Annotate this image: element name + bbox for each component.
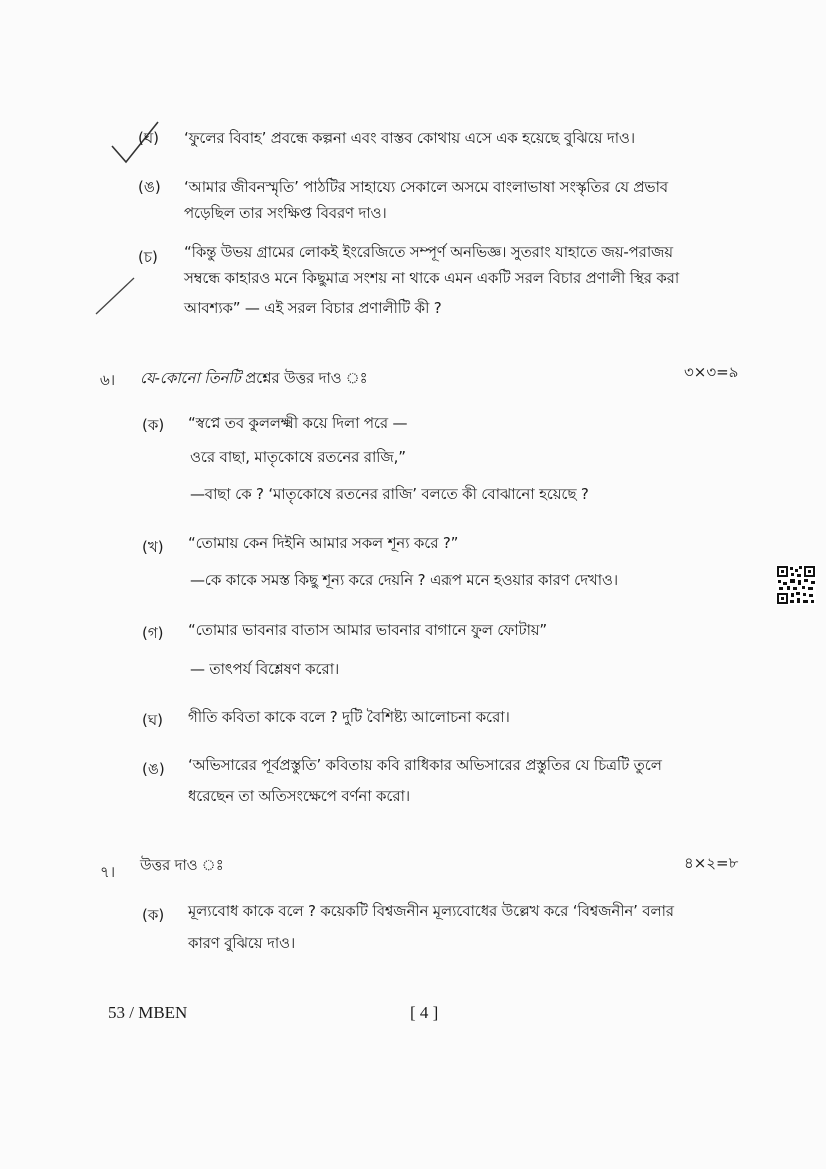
q6-instruction	[140, 368, 367, 388]
q6-uma-label: (ঙ)	[142, 760, 165, 778]
q5-uma-line1: ‘আমার জীবনস্মৃতি’ পাঠটির সাহায্যে সেকালে অসমে বাংলাভাষা সংস্কৃতির যে প্রভাব	[184, 178, 668, 196]
footer-paper-code: 53 / MBEN	[108, 1003, 188, 1022]
qr-code-icon	[776, 565, 816, 605]
q6-gha-label: (ঘ)	[142, 711, 163, 729]
q7-ka-line2: কারণ বুঝিয়ে দাও।	[188, 934, 295, 952]
q6-instruction-rest: প্রশ্নের উত্তর দাও ঃ	[240, 369, 368, 387]
q6-ka-line2: ওরে বাছা, মাতৃকোষে রতনের রাজি,”	[190, 448, 406, 466]
footer-page-number: [ 4 ]	[410, 1003, 439, 1022]
q7-number: ৭।	[100, 863, 116, 881]
q7-marks: ৪×২=৮	[684, 854, 739, 872]
q6-kha-label: (খ)	[142, 538, 164, 556]
q6-ka-label: (ক)	[142, 416, 165, 434]
q5-cha-line3: আবশ্যক” — এই সরল বিচার প্রণালীটি কী ?	[184, 299, 442, 317]
q5-cha-label: (চ)	[138, 248, 158, 266]
q6-instruction-emphasis: যে-কোনো তিনটি	[140, 369, 241, 387]
q6-marks: ৩×৩=৯	[684, 363, 739, 381]
q6-ga-line1: “তোমার ভাবনার বাতাস আমার ভাবনার বাগানে ফুল ফোটায়”	[188, 621, 547, 639]
q5-cha-line1: “কিন্তু উভয় গ্রামের লোকই ইংরেজিতে সম্পূর্ণ অনভিজ্ঞ। সুতরাং যাহাতে জয়-পরাজয়	[184, 243, 673, 261]
q5-uma-label: (ঙ)	[138, 178, 161, 196]
q6-ga-label: (গ)	[142, 624, 164, 642]
q6-uma-line2: ধরেছেন তা অতিসংক্ষেপে বর্ণনা করো।	[188, 787, 410, 805]
q5-uma-line2: পড়েছিল তার সংক্ষিপ্ত বিবরণ দাও।	[184, 204, 387, 222]
q5-gha-label: (ঘ)	[138, 129, 159, 147]
q6-uma-line1: ‘অভিসারের পূর্বপ্রস্তুতি’ কবিতায় কবি রাধিকার অভিসারের প্রস্তুতির যে চিত্রটি তুলে	[188, 756, 662, 774]
q7-ka-label: (ক)	[142, 906, 165, 924]
q7-ka-line1: মূল্যবোধ কাকে বলে ? কয়েকটি বিশ্বজনীন মূল্যবোধের উল্লেখ করে ‘বিশ্বজনীন’ বলার	[188, 902, 674, 920]
q6-ga-line2: — তাৎপর্য বিশ্লেষণ করো।	[190, 660, 340, 678]
q6-kha-line1: “তোমায় কেন দিইনি আমার সকল শূন্য করে ?”	[188, 534, 459, 552]
q6-ka-line1: “স্বপ্নে তব কুললক্ষ্মী কয়ে দিলা পরে —	[188, 414, 408, 432]
q5-gha-text: ‘ফুলের বিবাহ’ প্রবন্ধে কল্পনা এবং বাস্তব কোথায় এসে এক হয়েছে বুঝিয়ে দাও।	[184, 129, 635, 147]
pen-slash-mark-icon	[92, 270, 142, 320]
q6-ka-line3: —বাছা কে ? ‘মাতৃকোষে রতনের রাজি’ বলতে কী বোঝানো হয়েছে ?	[190, 485, 589, 503]
q6-gha-text: গীতি কবিতা কাকে বলে ? দুটি বৈশিষ্ট্য আলোচনা করো।	[188, 708, 510, 726]
q6-kha-line2: —কে কাকে সমস্ত কিছু শূন্য করে দেয়নি ? এরূপ মনে হওয়ার কারণ দেখাও।	[190, 571, 618, 589]
q6-number: ৬।	[100, 371, 116, 389]
q7-instruction: উত্তর দাও ঃ	[140, 856, 224, 874]
q5-cha-line2: সম্বন্ধে কাহারও মনে কিছুমাত্র সংশয় না থাকে এমন একটি সরল বিচার প্রণালী স্থির করা	[184, 269, 680, 287]
